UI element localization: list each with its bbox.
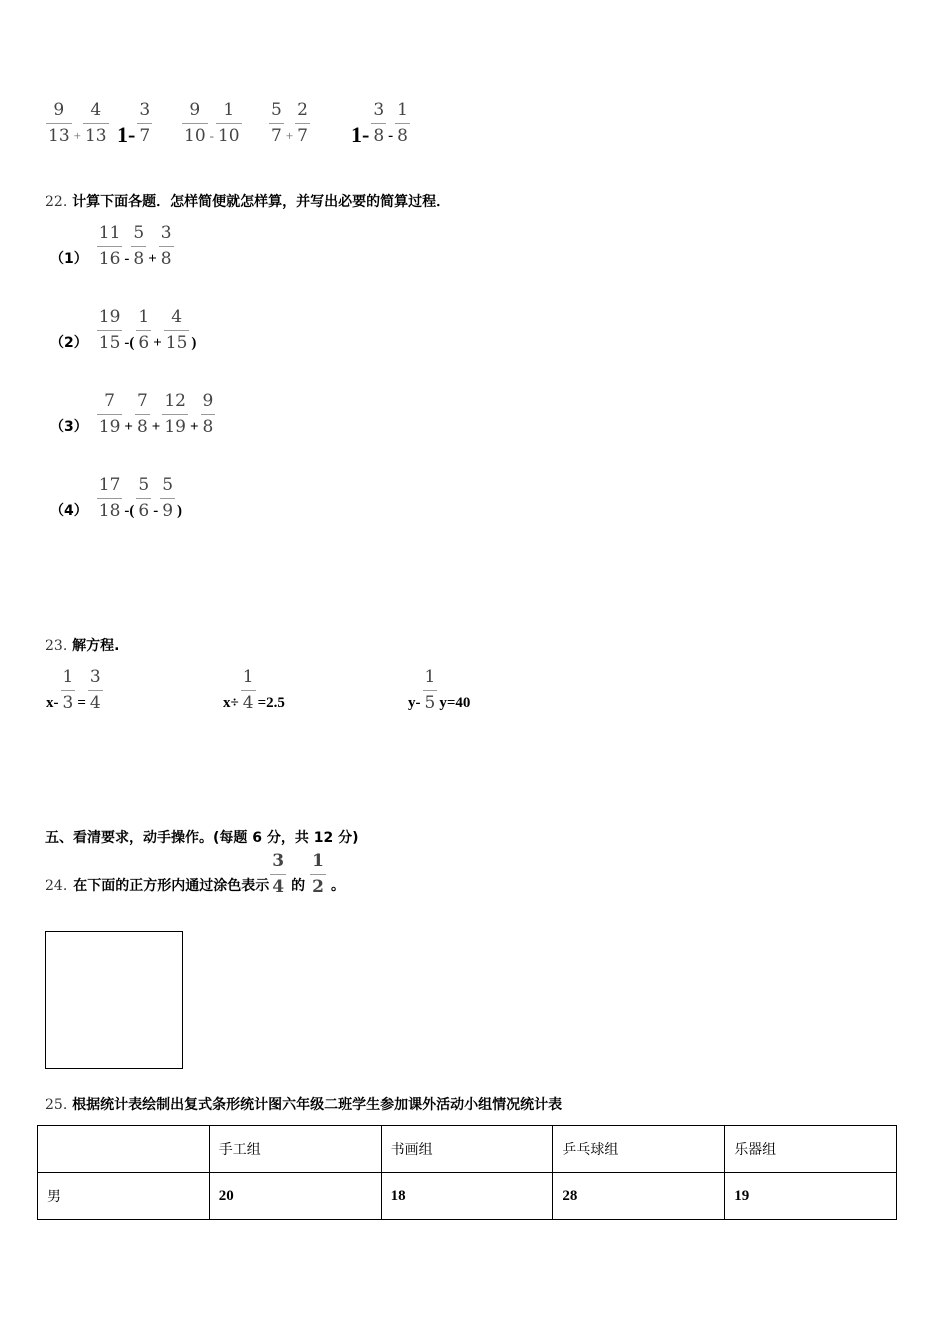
table-cell: 18 xyxy=(381,1173,553,1220)
question-text: 解方程. xyxy=(72,638,120,654)
numerator: 9 xyxy=(202,391,214,411)
question-text: 在下面的正方形内通过涂色表示 xyxy=(73,878,270,894)
q24-title xyxy=(45,851,345,897)
question-number: 25. xyxy=(45,1097,68,1113)
table-row xyxy=(38,1173,897,1220)
numerator: 5 xyxy=(162,475,174,495)
operator: + xyxy=(151,419,161,435)
numerator: 3 xyxy=(272,851,285,871)
question-text: 。 xyxy=(330,878,345,894)
denominator: 19 xyxy=(98,417,121,437)
numerator: 4 xyxy=(90,100,102,120)
denominator: 4 xyxy=(242,693,254,713)
numerator: 3 xyxy=(139,100,151,120)
numerator: 7 xyxy=(136,391,148,411)
fraction-bar xyxy=(164,330,190,331)
calc-item xyxy=(50,391,216,437)
operator: - xyxy=(124,251,130,267)
fraction xyxy=(136,475,151,521)
denominator: 6 xyxy=(138,333,150,353)
square-to-color[interactable] xyxy=(45,931,183,1069)
denominator: 2 xyxy=(312,877,324,897)
section-5-heading: 五、看清要求，动手操作。(每题 6 分，共 12 分) xyxy=(45,830,359,846)
fraction-bar xyxy=(131,246,146,247)
denominator: 10 xyxy=(217,126,240,146)
denominator: 8 xyxy=(133,249,145,269)
calc-item xyxy=(50,475,183,521)
calc-item xyxy=(50,223,175,269)
fraction xyxy=(164,307,190,353)
item-label: （4） xyxy=(50,503,88,519)
fraction xyxy=(88,667,103,713)
calc-item xyxy=(50,307,197,353)
question-text: 的 xyxy=(291,878,306,894)
denominator: 8 xyxy=(136,417,148,437)
denominator: 7 xyxy=(271,126,282,146)
table-cell: 19 xyxy=(725,1173,897,1220)
table-header-cell xyxy=(38,1126,210,1173)
denominator: 13 xyxy=(84,126,107,146)
fraction xyxy=(216,100,242,146)
fraction xyxy=(162,391,188,437)
operator: - xyxy=(153,503,159,519)
table-cell: 28 xyxy=(553,1173,725,1220)
fraction-bar xyxy=(97,498,123,499)
question-number: 24. xyxy=(45,878,68,894)
fraction-bar xyxy=(97,330,123,331)
numerator: 1 xyxy=(242,667,254,687)
table-header-row xyxy=(38,1126,897,1173)
operator: 1- xyxy=(117,122,136,147)
table-header-cell: 书画组 xyxy=(381,1126,553,1173)
numerator: 17 xyxy=(98,475,121,495)
denominator: 7 xyxy=(297,126,308,146)
fraction-bar xyxy=(270,874,286,875)
fraction xyxy=(135,391,150,437)
fraction xyxy=(241,667,256,713)
table-header-cell: 乒乓球组 xyxy=(553,1126,725,1173)
numerator: 5 xyxy=(133,223,145,243)
operator: + xyxy=(73,128,81,143)
expression xyxy=(45,100,110,146)
denominator: 5 xyxy=(424,693,436,713)
fraction xyxy=(270,851,286,897)
denominator: 8 xyxy=(202,417,214,437)
item-label: （1） xyxy=(50,251,88,267)
question-number: 23. xyxy=(45,638,68,654)
denominator: 8 xyxy=(160,249,172,269)
fraction-bar xyxy=(88,690,103,691)
numerator: 9 xyxy=(53,100,65,120)
numerator: 19 xyxy=(98,307,121,327)
numerator: 1 xyxy=(62,667,74,687)
expression xyxy=(116,100,153,146)
denominator: 3 xyxy=(62,693,74,713)
operator: - xyxy=(388,128,394,144)
fraction xyxy=(423,667,438,713)
fraction-bar xyxy=(269,123,284,124)
denominator: 6 xyxy=(138,501,150,521)
fraction xyxy=(295,100,310,146)
fraction xyxy=(159,223,174,269)
fraction-bar xyxy=(61,690,76,691)
numerator: 3 xyxy=(373,100,385,120)
activity-stats-table xyxy=(37,1125,897,1220)
operator: -( xyxy=(124,503,135,519)
fraction-bar xyxy=(310,874,326,875)
fraction-bar xyxy=(182,123,208,124)
denominator: 7 xyxy=(139,126,151,146)
operator: - xyxy=(209,128,214,143)
fraction xyxy=(97,223,123,269)
item-label: （2） xyxy=(50,335,88,351)
equation xyxy=(45,667,104,713)
denominator: 4 xyxy=(89,693,101,713)
numerator: 5 xyxy=(271,100,282,120)
numerator: 11 xyxy=(98,223,121,243)
denominator: 19 xyxy=(164,417,186,437)
fraction xyxy=(136,307,151,353)
numerator: 3 xyxy=(160,223,172,243)
denominator: 16 xyxy=(98,249,121,269)
operator: x÷ xyxy=(223,695,239,711)
fraction-bar xyxy=(136,498,151,499)
denominator: 13 xyxy=(48,126,70,146)
fraction-bar xyxy=(135,414,150,415)
q23-title xyxy=(45,635,119,655)
operator: ) xyxy=(177,503,183,519)
fraction xyxy=(310,851,326,897)
fraction-bar xyxy=(159,246,174,247)
table-header-cell: 乐器组 xyxy=(725,1126,897,1173)
operator: + xyxy=(148,251,157,267)
fraction-bar xyxy=(97,414,123,415)
fraction xyxy=(269,100,284,146)
fraction-bar xyxy=(137,123,152,124)
operator: + xyxy=(124,419,133,435)
expression xyxy=(268,100,311,146)
fraction xyxy=(61,667,76,713)
fraction xyxy=(97,391,123,437)
fraction-bar xyxy=(160,498,175,499)
fraction-bar xyxy=(241,690,256,691)
denominator: 8 xyxy=(373,126,385,146)
fraction-bar xyxy=(97,246,123,247)
operator: ) xyxy=(191,335,197,351)
fraction-bar xyxy=(423,690,438,691)
denominator: 10 xyxy=(184,126,206,146)
fraction xyxy=(160,475,175,521)
numerator: 1 xyxy=(312,851,324,871)
operator: -( xyxy=(124,335,135,351)
operator: y- xyxy=(408,695,421,711)
denominator: 9 xyxy=(162,501,174,521)
question-number: 22. xyxy=(45,194,68,210)
numerator: 1 xyxy=(424,667,436,687)
q22-title xyxy=(45,191,450,211)
denominator: 15 xyxy=(98,333,121,353)
fraction xyxy=(97,307,123,353)
operator: x- xyxy=(46,695,59,711)
denominator: 15 xyxy=(165,333,188,353)
numerator: 5 xyxy=(138,475,150,495)
table-cell: 20 xyxy=(209,1173,381,1220)
fraction-bar xyxy=(216,123,242,124)
operator: + xyxy=(285,128,294,143)
numerator: 1 xyxy=(223,100,235,120)
operator: + xyxy=(153,335,162,351)
table-cell: 男 xyxy=(38,1173,210,1220)
fraction xyxy=(131,223,146,269)
fraction-bar xyxy=(295,123,310,124)
denominator: 8 xyxy=(397,126,408,146)
numerator: 12 xyxy=(164,391,186,411)
fraction-bar xyxy=(395,123,410,124)
numerator: 1 xyxy=(138,307,150,327)
operator: =2.5 xyxy=(257,695,285,711)
fraction-bar xyxy=(162,414,188,415)
numerator: 2 xyxy=(297,100,308,120)
numerator: 7 xyxy=(104,391,115,411)
fraction xyxy=(201,391,216,437)
operator: y=40 xyxy=(439,695,471,711)
expression xyxy=(181,100,243,146)
denominator: 4 xyxy=(272,877,285,897)
fraction-bar xyxy=(201,414,216,415)
question-text: 计算下面各题．怎样简便就怎样算，并写出必要的简算过程． xyxy=(72,194,451,210)
operator: 1- xyxy=(351,122,370,147)
q25-title xyxy=(45,1094,562,1114)
fraction xyxy=(97,475,123,521)
numerator: 4 xyxy=(171,307,183,327)
equation xyxy=(222,667,286,713)
table-header-cell: 手工组 xyxy=(209,1126,381,1173)
numerator: 9 xyxy=(189,100,201,120)
fraction xyxy=(83,100,109,146)
operator: = xyxy=(77,695,86,711)
fraction xyxy=(182,100,208,146)
fraction xyxy=(46,100,72,146)
equation xyxy=(407,667,471,713)
expression xyxy=(350,100,411,146)
denominator: 18 xyxy=(98,501,121,521)
fraction xyxy=(137,100,152,146)
fraction-bar xyxy=(83,123,109,124)
question-text: 根据统计表绘制出复式条形统计图六年级二班学生参加课外活动小组情况统计表 xyxy=(72,1097,563,1113)
fraction-bar xyxy=(371,123,386,124)
fraction xyxy=(395,100,410,146)
numerator: 3 xyxy=(89,667,101,687)
numerator: 1 xyxy=(397,100,408,120)
fraction xyxy=(371,100,386,146)
fraction-bar xyxy=(46,123,72,124)
operator: + xyxy=(189,419,199,435)
fraction-bar xyxy=(136,330,151,331)
item-label: （3） xyxy=(50,419,88,435)
